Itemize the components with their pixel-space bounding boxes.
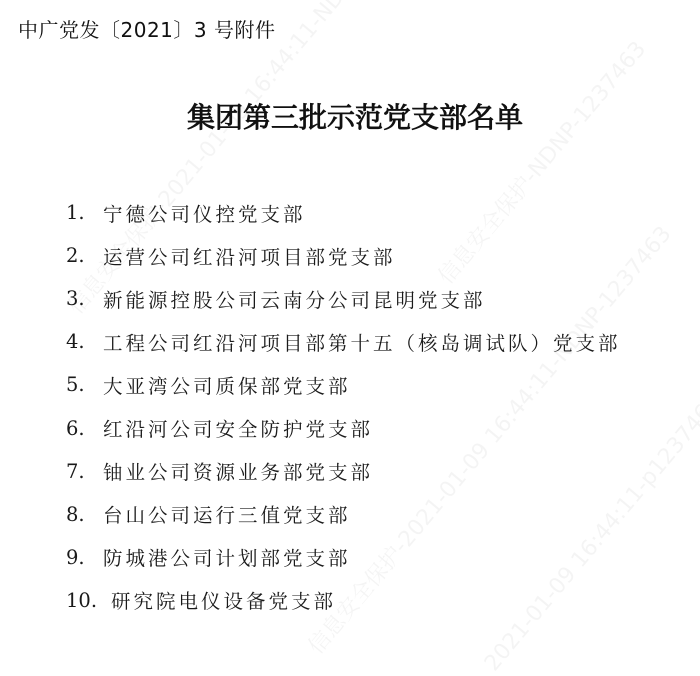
list-item: [66, 191, 621, 234]
item-number: 5.: [66, 373, 85, 397]
item-text: 新能源控股公司云南分公司昆明党支部: [103, 288, 486, 312]
item-number: 7.: [66, 459, 85, 483]
item-number: 8.: [66, 502, 85, 526]
item-text: 运营公司红沿河项目部党支部: [103, 245, 396, 269]
item-number: 1.: [66, 201, 85, 225]
item-text: 铀业公司资源业务部党支部: [103, 461, 374, 485]
document-title: 集团第三批示范党支部名单: [186, 101, 523, 134]
item-number: 3.: [66, 287, 85, 311]
item-text: 红沿河公司安全防护党支部: [103, 418, 374, 442]
item-number: 9.: [66, 545, 85, 569]
list-item: [66, 277, 621, 320]
list-item: [66, 579, 621, 622]
document-reference: 中广党发〔2021〕3 号附件: [18, 18, 276, 42]
list-item: [66, 406, 621, 449]
item-text: 工程公司红沿河项目部第十五（核岛调试队）党支部: [103, 331, 621, 355]
item-number: 10.: [66, 588, 98, 612]
list-item: [66, 450, 621, 493]
item-number: 2.: [66, 244, 85, 268]
branch-list: [66, 191, 621, 622]
item-number: 6.: [66, 416, 85, 440]
item-text: 宁德公司仪控党支部: [103, 202, 306, 226]
item-text: 大亚湾公司质保部党支部: [103, 374, 351, 398]
item-text: 防城港公司计划部党支部: [103, 547, 351, 571]
list-item: [66, 536, 621, 579]
item-text: 研究院电仪设备党支部: [111, 590, 337, 614]
list-item: [66, 320, 621, 363]
list-item: [66, 493, 621, 536]
item-text: 台山公司运行三值党支部: [103, 504, 351, 528]
list-item: [66, 363, 621, 406]
item-number: 4.: [66, 330, 85, 354]
list-item: [66, 234, 621, 277]
